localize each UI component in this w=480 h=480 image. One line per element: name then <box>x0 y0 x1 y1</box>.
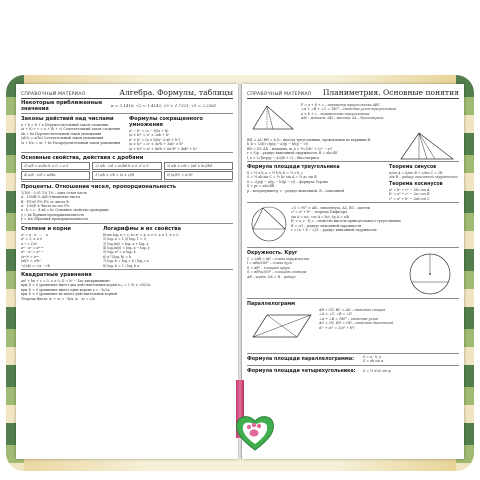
approx-heading: Некоторые приближенные значения <box>21 100 103 112</box>
percent-line: y = k/x Обратная пропорциональность <box>21 217 89 222</box>
law-line: (a + b)c = ac + bc Распределительный закон умножения <box>21 140 121 145</box>
circle-line: l = πRα/180° – длина дуги <box>247 261 292 266</box>
power-line: a⁰ = 1, a ≠ 0 <box>21 237 43 242</box>
circle-line: S = πR² – площадь круга <box>247 265 290 270</box>
parallelogram-section <box>247 299 459 354</box>
laws-column <box>21 115 125 151</box>
area-line: S = pr = abc/4R <box>247 184 275 189</box>
power-line: (ab)ⁿ = aⁿbⁿ <box>21 259 41 264</box>
triangle-line: a < b + c – неравенство треугольника <box>301 111 370 116</box>
quadratic-line: при D = 0 уравнение имеет один корень x = −b/2a <box>21 287 110 292</box>
parallelogram-line: ∠A = ∠C, ∠B = ∠D <box>319 312 352 317</box>
quadratic-section <box>21 270 233 302</box>
parallelogram-figure <box>249 311 315 341</box>
quadratic-line: ax² + bx + c = 0, a ≠ 0; D = b² − 4ac дискриминант <box>21 278 110 283</box>
area-triangle-heading: Формула площади треугольника <box>247 165 340 171</box>
area-triangle-section <box>247 162 459 203</box>
approx-values-section <box>21 99 233 114</box>
log-line: 1) logₐ a = 1 2) logₐ 1 = 0 <box>103 237 146 242</box>
log-line: Если logₐ x = c, то aᶜ = x; a > 0, a ≠ 1, x > 0 <box>103 232 179 237</box>
sines-line: a/sin A = b/sin B = c/sin C = 2R <box>389 171 443 176</box>
law-line: (a + b) + c = a + (b + c) Сочетательный закон сложения <box>21 127 120 132</box>
approx-values: π ≈ 3,1416; √2 ≈ 1,4142; √3 ≈ 1,7321; √5 ≈ 2,2361 <box>111 103 217 108</box>
log-line: 7) logₐ b = log_c b / log_c a <box>103 259 149 264</box>
cosines-line: a² = b² + c² − 2bc cos A <box>389 187 430 192</box>
fraction-box: 6) (a/b)ⁿ = aⁿ/bⁿ <box>164 171 233 179</box>
log-line: 6) a^(logₐ b) = b <box>103 254 132 259</box>
right-tri-line: sin A = a/c, cos A = b/c, tg A = a/b <box>291 214 350 219</box>
triangle-figure <box>249 103 297 133</box>
power-line: aⁿ = a · a · … · a <box>21 232 48 237</box>
short-mult-column <box>129 115 233 151</box>
cosines-heading: Теорема косинусов <box>389 181 443 187</box>
logs-column <box>103 225 233 268</box>
percent-line: 1/100 · 0,01 1% 1% – одна сотая часть <box>21 190 87 195</box>
fractions-heading: Основные свойства, действия с дробями <box>21 155 144 162</box>
area-par-line: S = ab sin α <box>363 359 384 364</box>
area-quad-line: S = ½ d₁d₂ sin φ <box>363 368 391 373</box>
right-triangle-section <box>247 203 459 248</box>
formula-line: (a ± b)³ = a³ ± 3a²b + 3ab² ± b³ <box>129 142 183 147</box>
quadratic-line: Теорема Виета: x₁ + x₂ = −b/a, x₁ · x₂ = c/a <box>21 296 95 301</box>
right-tri-line: ∠C = 90° ⇒ AB – гипотенуза, AC, BC – катеты <box>291 206 371 211</box>
laws-heading: Законы действий над числами <box>21 116 114 122</box>
height-line: l_a = 2√(bcp(p − a))/(b + c) – биссектриса <box>247 155 319 160</box>
height-line: BH ⊥ AC BH = h_b – высота треугольника, проведенная из вершины B <box>247 138 371 142</box>
formula-line: (a ± b)² = a² ± 2ab + b² <box>129 133 170 138</box>
percent-heading: Проценты. Отношение чисел, пропорциональность <box>21 183 176 190</box>
parallelogram-line: AB = CD, BC = AD – свойство сторон <box>319 308 386 313</box>
cosines-line: b² = a² + c² − 2ac cos B <box>389 192 430 197</box>
percent-line: y = kx Прямая пропорциональность <box>21 212 84 217</box>
right-tri-line: R = c/2 – радиус описанной окружности <box>291 223 362 228</box>
left-page-algebra <box>16 84 238 459</box>
right-tri-line: h² = a_c · b_c – свойство высоты прямоугольного треугольника <box>291 219 401 224</box>
formula-line: (a + b)⁴ = a⁴ + 4a³b + 6a²b² + 4ab³ + b⁴ <box>129 146 197 151</box>
fraction-box: 1) a/b = ac/bc b ≠ 0, c ≠ 0 <box>21 162 90 170</box>
log-line: 5) logₐ xⁿ = n logₐ x <box>103 250 136 255</box>
formula-line: a³ ± b³ = (a ± b)(a² ∓ ab + b²) <box>129 137 181 142</box>
powers-column <box>21 225 99 268</box>
page-title: Алгебра. Формулы, таблицы <box>119 88 233 97</box>
height-line: BD = DC AD – медиана; m_a = ½√(2b² + 2c² − a²) <box>247 146 333 151</box>
power-line: a⁻ⁿ = 1/aⁿ <box>21 241 38 246</box>
triangle-line: ∠A + ∠B + ∠C = 180° – свойство углов треугольника <box>301 107 397 112</box>
powers-logs-section <box>21 224 233 270</box>
log-line: 4) logₐ(x/y) = logₐ x − logₐ y <box>103 245 150 250</box>
parallelogram-line: AO = OC, BO = OD – свойство диагоналей <box>319 321 394 326</box>
page-header <box>21 88 233 99</box>
law-line: a + b = b + a Переместительный закон сложения <box>21 123 109 127</box>
fraction-box: 4) a/b : c/d = ad/bc <box>21 171 90 179</box>
quadratic-heading: Квадратные уравнения <box>21 271 92 278</box>
inscribed-triangle-figure <box>249 205 289 243</box>
sines-line: где R – радиус описанной окружности <box>389 175 458 180</box>
fraction-box: 3) a/b ± c/d = (ad ± bc)/bd <box>164 162 233 170</box>
triangle-line: AM – медиана, AH – высота, AL – биссектриса <box>301 116 384 121</box>
law-line: (ab)c = a(bc) Сочетательный закон умножения <box>21 136 104 141</box>
quadratic-line: при D < 0 уравнение не имеет действительных корней <box>21 292 118 297</box>
parallelogram-line: ∠A + ∠B = 180° – свойство углов <box>319 316 379 321</box>
percent-line: B · P/100 P% P% от числа B <box>21 199 69 204</box>
circle-heading: Окружность. Круг <box>247 251 298 257</box>
percent-section <box>21 182 233 224</box>
area-line: p – полупериметр, r – радиус вписанной, R – описанной <box>247 188 345 193</box>
fraction-box: 5) a/b ± c/b = (a ± c)/b <box>92 171 161 179</box>
area-line: S = √(p(p − a)(p − b)(p − c)) – формула Герона <box>247 179 328 184</box>
formula-line: a² − b² = (a − b)(a + b) <box>129 129 169 133</box>
percent-line: a : b = c : d ad = bc Основное свойство пропорции <box>21 208 109 213</box>
fraction-box: 2) a/b · c/d = ac/bd b ≠ 0, d ≠ 0 <box>92 162 161 170</box>
power-line: (aᵐ)ⁿ = aᵐⁿ <box>21 254 40 259</box>
power-line: aᵐ : aⁿ = aᵐ⁻ⁿ <box>21 250 44 255</box>
short-mult-heading: Формулы сокращенного умножения <box>129 116 203 128</box>
circle-line: C = 2πR = πD – длина окружности <box>247 257 310 262</box>
area-parallelogram-heading: Формула площади параллелограмма: <box>247 357 355 363</box>
laws-and-multiplication-section <box>21 114 233 153</box>
right-tri-line: c² = a² + b² – теорема Пифагора <box>291 210 348 215</box>
area-quad-heading: Формула площади четырехугольника: <box>247 368 356 374</box>
log-line: 3) logₐ(xy) = logₐ x + logₐ y <box>103 241 149 246</box>
circle-figure <box>407 252 453 296</box>
log-line: 8) logₐ b = 1 / log_b a <box>103 263 140 268</box>
triangle-line: P = a + b + c – периметр треугольника ABC <box>301 103 381 107</box>
area-line: S = ½ ab sin C = ½ bc sin A = ½ ac sin B <box>247 175 317 180</box>
page-header <box>247 88 459 99</box>
area-par-line: S = a · h_a <box>363 355 381 360</box>
reference-label: СПРАВОЧНЫЙ МАТЕРИАЛ <box>247 92 312 97</box>
powers-heading: Степени и корни <box>21 225 71 232</box>
triangle-heights-figure <box>397 129 457 163</box>
height-line: h_b = (2/b)·√(p(p − a)(p − b)(p − c)) <box>247 142 309 147</box>
circle-line: S = πR²α/360° – площадь сектора <box>247 270 307 275</box>
circle-section <box>247 248 459 299</box>
right-tri-line: r = (a + b − c)/2 – радиус вписанной окружности <box>291 228 377 233</box>
area-parallelogram-section <box>247 354 459 366</box>
percent-line: A · 100/B % A/B Отношение чисел <box>21 195 80 200</box>
percent-line: A · 100/P A Число по его P% <box>21 204 70 209</box>
power-line: aᵐ · aⁿ = aᵐ⁺ⁿ <box>21 245 44 250</box>
heart-paw-charm-icon <box>234 412 276 452</box>
law-line: ab = ba Переместительный закон умножения <box>21 131 102 136</box>
fractions-section <box>21 153 233 182</box>
area-quad-section <box>247 366 459 376</box>
triangle-heights <box>247 137 459 162</box>
quadratic-line: при D > 0 уравнение имеет два действительных корня x₁,₂ = (−b ± √D)/2a <box>21 283 151 288</box>
sines-heading: Теорема синусов <box>389 165 437 171</box>
page-title: Планиметрия. Основные понятия <box>322 88 459 97</box>
cosines-line: c² = a² + b² − 2ab cos C <box>389 196 430 201</box>
power-line: ⁿ√(ab) = ⁿ√a · ⁿ√b <box>21 263 51 268</box>
area-line: S = ½ a·h_a = ½ b·h_b = ½ c·h_c <box>247 171 303 176</box>
parallelogram-line: d₁² + d₂² = 2(a² + b²) <box>319 325 355 330</box>
right-page-planimetry <box>242 84 464 459</box>
circle-line: AB – хорда, OA = R – радиус <box>247 274 296 279</box>
logs-heading: Логарифмы и их свойства <box>103 225 181 232</box>
height-line: r = S/p – радиус вписанной окружности; R = abc/4S <box>247 151 338 156</box>
parallelogram-heading: Параллелограмм <box>247 302 296 308</box>
reference-label: СПРАВОЧНЫЙ МАТЕРИАЛ <box>21 92 86 97</box>
